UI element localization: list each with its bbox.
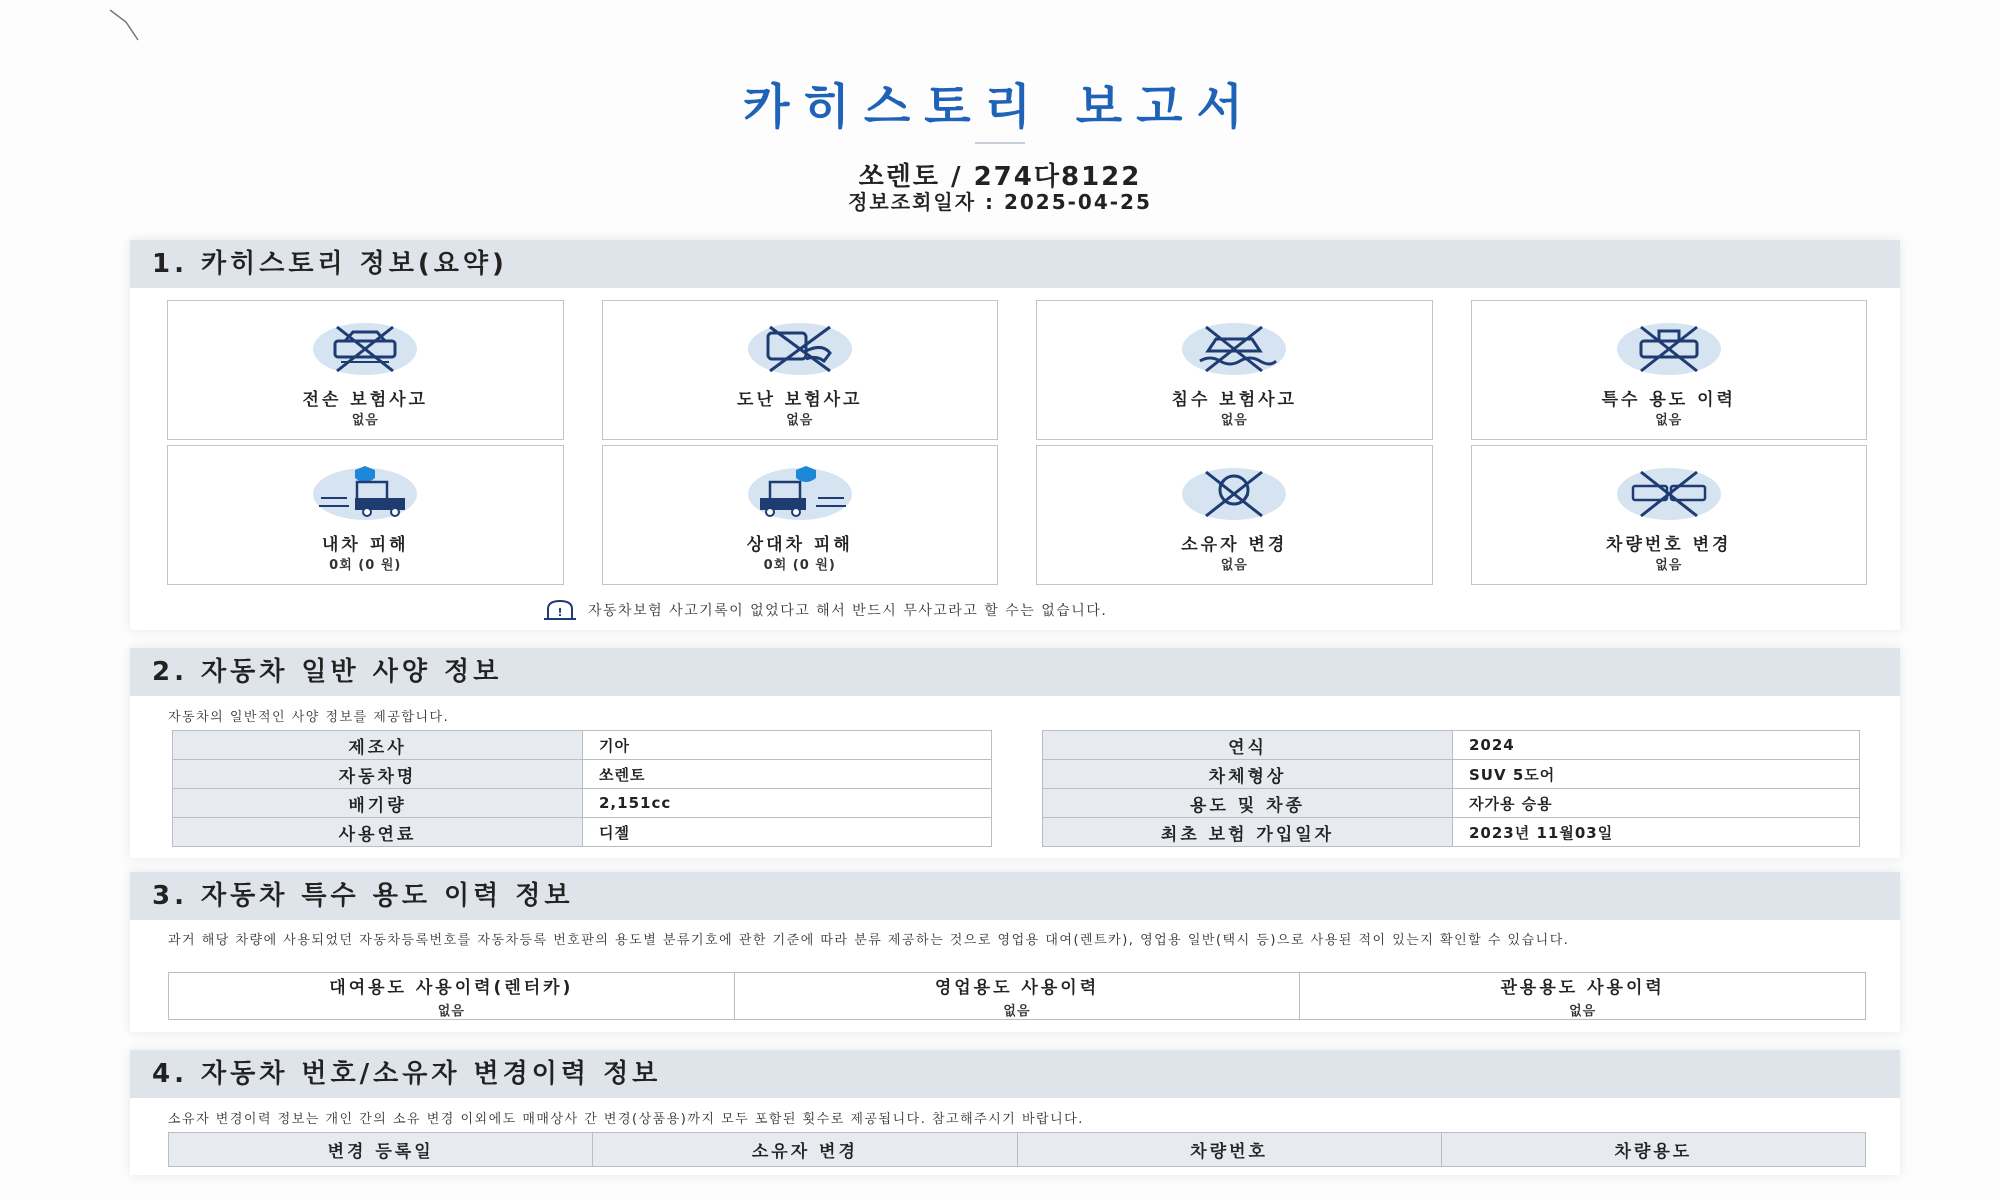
usage-cell-government: [1300, 973, 1866, 1020]
summary-card-theft: [602, 300, 999, 440]
spec-key: 제조사: [173, 731, 583, 760]
section-note: 과거 해당 차량에 사용되었던 자동차등록번호를 자동차등록 번호판의 용도별 분류기호에 관한 기준에 따라 분류 제공하는 것으로 영업용 대여(렌트카), 영업용 일반(택시 등)으로 사용된 적이 있는지 확인할 수 있습니다.: [168, 933, 1570, 948]
total-loss-icon: [311, 321, 419, 377]
section-general-spec: [130, 648, 1900, 858]
spec-key: 자동차명: [173, 760, 583, 789]
spec-key: 배기량: [173, 789, 583, 818]
title-divider: [975, 142, 1025, 144]
table-row: [1043, 818, 1860, 847]
usage-value: 없음: [1003, 1004, 1031, 1019]
table-row: [173, 731, 992, 760]
vehicle-name-plate: 쏘렌토 / 274다8122: [858, 162, 1142, 192]
warning-siren-icon: [540, 599, 580, 621]
usage-label: 영업용도 사용이력: [934, 978, 1100, 998]
card-label: 침수 보험사고: [1171, 390, 1297, 410]
card-value: 없음: [1655, 413, 1683, 428]
scan-mark: [108, 6, 144, 42]
card-label: 전손 보험사고: [302, 390, 428, 410]
summary-card-own-damage: [167, 445, 564, 585]
summary-card-flood: [1036, 300, 1433, 440]
summary-cards: [167, 300, 1867, 585]
spec-key: 차체형상: [1043, 760, 1453, 789]
spec-value: 2,151cc: [583, 789, 992, 818]
usage-value: 없음: [437, 1004, 465, 1019]
plate-change-icon: [1615, 466, 1723, 522]
card-label: 내차 피해: [321, 535, 409, 555]
spec-key: 사용연료: [173, 818, 583, 847]
spec-value: SUV 5도어: [1453, 760, 1860, 789]
table-row: [1043, 731, 1860, 760]
spec-key: 최초 보험 가입일자: [1043, 818, 1453, 847]
other-damage-icon: [746, 466, 854, 522]
spec-value: 디젤: [583, 818, 992, 847]
spec-value: 쏘렌토: [583, 760, 992, 789]
change-history-table: [168, 1132, 1866, 1167]
section-special-use-history: [130, 872, 1900, 1032]
spec-value: 기아: [583, 731, 992, 760]
card-label: 상대차 피해: [746, 535, 853, 555]
section-note: 자동차의 일반적인 사양 정보를 제공합니다.: [168, 710, 450, 725]
summary-card-other-damage: [602, 445, 999, 585]
section-header: 4. 자동차 번호/소유자 변경이력 정보: [130, 1050, 1900, 1098]
summary-card-plate-change: [1471, 445, 1868, 585]
usage-label: 관용용도 사용이력: [1500, 978, 1665, 998]
card-value: 0회 (0 원): [763, 558, 836, 573]
column-header: 변경 등록일: [169, 1133, 593, 1167]
column-header: 차량번호: [1017, 1133, 1441, 1167]
section-header: 3. 자동차 특수 용도 이력 정보: [130, 872, 1900, 920]
inquiry-date: 정보조회일자 : 2025-04-25: [848, 190, 1152, 214]
section-plate-owner-history: [130, 1050, 1900, 1175]
table-row: [173, 789, 992, 818]
table-row: [173, 760, 992, 789]
card-value: 없음: [1220, 558, 1248, 573]
spec-value: 자가용 승용: [1453, 789, 1860, 818]
spec-table-right: [1042, 730, 1860, 847]
table-row: [173, 818, 992, 847]
report-title: 카히스토리 보고서: [743, 79, 1257, 135]
usage-cell-business: [734, 973, 1300, 1020]
section-carhistory-summary: [130, 240, 1900, 630]
section-header: 1. 카히스토리 정보(요약): [130, 240, 1900, 288]
card-label: 도난 보험사고: [737, 390, 863, 410]
owner-change-icon: [1180, 466, 1288, 522]
table-row: [1043, 760, 1860, 789]
section-note: 소유자 변경이력 정보는 개인 간의 소유 변경 이외에도 매매상사 간 변경(상품용)까지 모두 포함된 횟수로 제공됩니다. 참고해주시기 바랍니다.: [168, 1112, 1084, 1127]
usage-cell-rental: [169, 973, 735, 1020]
disclaimer-text: 자동차보험 사고기록이 없었다고 해서 반드시 무사고라고 할 수는 없습니다.: [588, 603, 1108, 619]
special-use-icon: [1615, 321, 1723, 377]
usage-history-table: [168, 972, 1866, 1020]
own-damage-icon: [311, 466, 419, 522]
column-header: 소유자 변경: [593, 1133, 1017, 1167]
table-row: [1043, 789, 1860, 818]
card-label: 특수 용도 이력: [1601, 390, 1736, 410]
summary-card-special-use: [1471, 300, 1868, 440]
summary-card-owner-change: [1036, 445, 1433, 585]
flood-icon: [1180, 321, 1288, 377]
svg-text:!: !: [557, 606, 563, 619]
usage-label: 대여용도 사용이력(렌터카): [329, 978, 574, 998]
spec-key: 연식: [1043, 731, 1453, 760]
spec-value: 2024: [1453, 731, 1860, 760]
spec-table-left: [172, 730, 992, 847]
accident-disclaimer: [540, 598, 1107, 622]
card-label: 차량번호 변경: [1606, 535, 1732, 555]
card-value: 없음: [1655, 558, 1683, 573]
card-label: 소유자 변경: [1181, 535, 1288, 555]
card-value: 없음: [1220, 413, 1248, 428]
section-header: 2. 자동차 일반 사양 정보: [130, 648, 1900, 696]
summary-card-total-loss: [167, 300, 564, 440]
theft-icon: [746, 321, 854, 377]
table-row: [169, 973, 1866, 1020]
column-header: 차량용도: [1441, 1133, 1865, 1167]
usage-value: 없음: [1569, 1004, 1597, 1019]
card-value: 0회 (0 원): [329, 558, 402, 573]
spec-key: 용도 및 차종: [1043, 789, 1453, 818]
card-value: 없음: [786, 413, 814, 428]
card-value: 없음: [351, 413, 379, 428]
spec-value: 2023년 11월03일: [1453, 818, 1860, 847]
table-header-row: [169, 1133, 1866, 1167]
